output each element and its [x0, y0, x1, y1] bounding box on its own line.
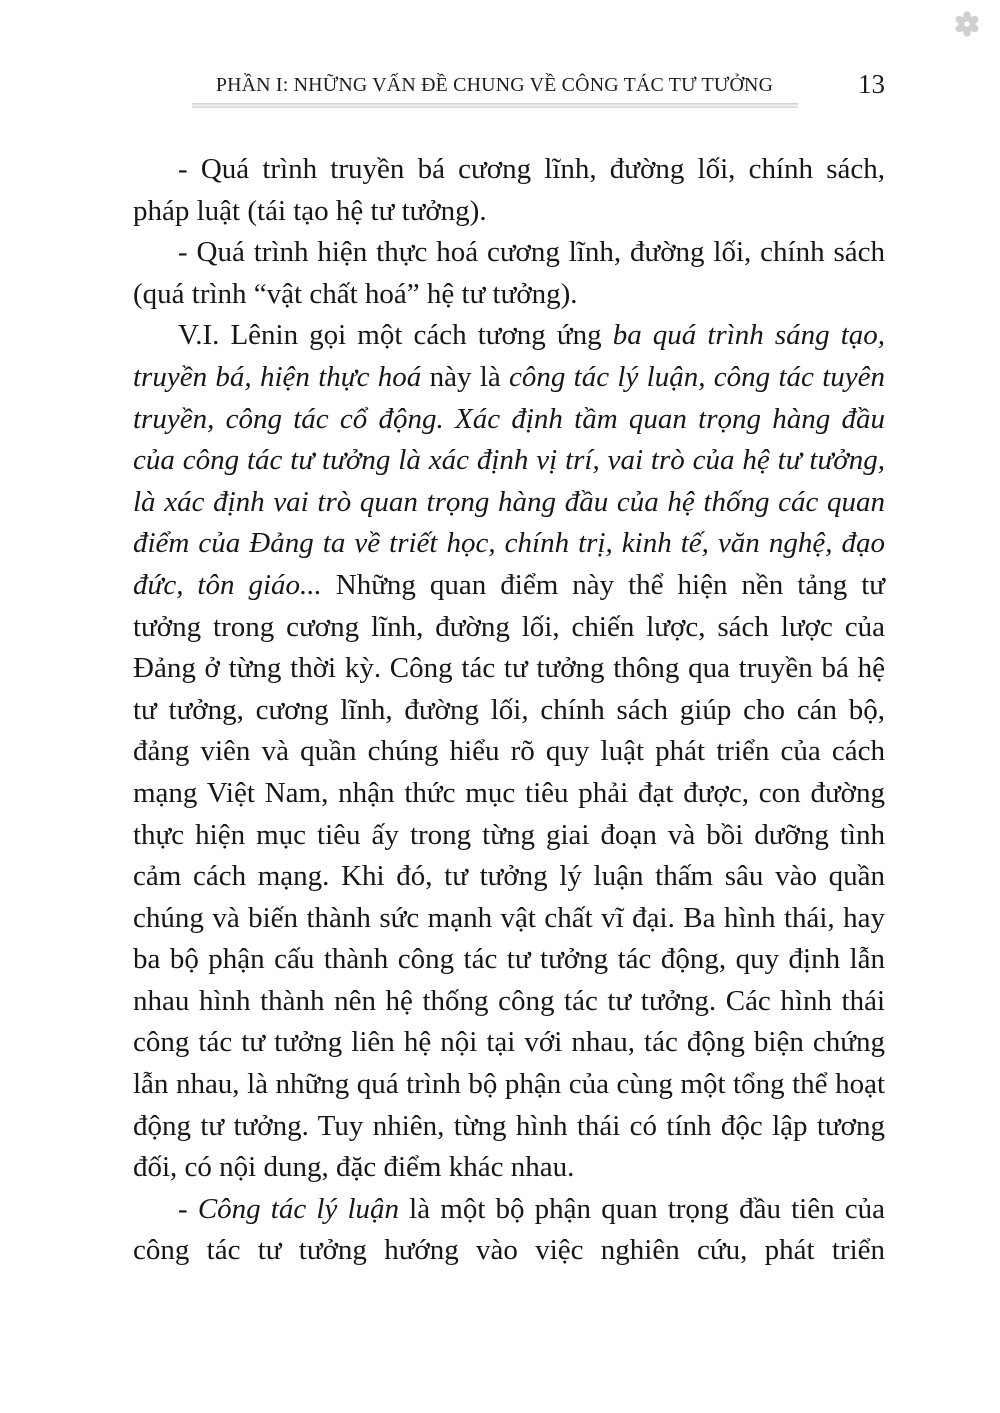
paragraph-4-run-3: là một bộ phận quan trọng đầu tiên của công tác tư tưởng hướng vào việc nghiên cứu, phát triển — [133, 1192, 885, 1267]
paragraph-4 — [133, 1189, 885, 1272]
page-body — [133, 149, 885, 1272]
paragraph-3-run-5: Những quan điểm này thể hiện nền tảng tư tưởng trong cương lĩnh, đường lối, chiến lược, sách lược của Đảng ở từng thời kỳ. Công tác tư tưởng thông qua truyền bá hệ tư tưởng, cương lĩnh, đường lối, chính sách giúp cho cán bộ, đảng viên và quần chúng hiểu rõ quy luật phát triển của cách mạng Việt Nam, nhận thức mục tiêu phải đạt được, con đường thực hiện mục tiêu ấy trong từng giai đoạn và bồi dưỡng tình cảm cách mạng. Khi đó, tư tưởng lý luận thấm sâu vào quần chúng và biến thành sức mạnh vật chất vĩ đại. Ba hình thái, hay ba bộ phận cấu thành công tác tư tưởng tác động, quy định lẫn nhau hình thành nên hệ thống công tác tư tưởng. Các hình thái công tác tư tưởng liên hệ nội tại với nhau, tác động biện chứng lẫn nhau, là những quá trình bộ phận của cùng một tổng thể hoạt động tư tưởng. Tuy nhiên, từng hình thái có tính độc lập tương đối, có nội dung, đặc điểm khác nhau. — [133, 568, 885, 1184]
paragraph-4-run-2-italic: Công tác lý luận — [197, 1192, 400, 1225]
paragraph-3 — [133, 315, 885, 1188]
paragraph-3-run-2-italic: ba quá trình sáng tạo, truyền bá, hiện thực hoá — [133, 319, 885, 393]
paragraph-3-run-1: V.I. Lênin gọi một cách tương ứng — [178, 319, 613, 352]
paragraph-2 — [133, 232, 885, 315]
paragraph-3-run-3: này là — [421, 360, 509, 393]
paragraph-3-run-4-italic: công tác lý luận, công tác tuyên truyền, công tác cổ động. Xác định tầm quan trọng hàng đầu của công tác tư tưởng là xác định vị trí, vai trò của hệ tư tưởng, là xác định vai trò quan trọng hàng đầu của hệ thống các quan điểm của Đảng ta về triết học, chính trị, kinh tế, văn nghệ, đạo đức, tôn giáo... — [133, 360, 885, 601]
page-number: 13 — [858, 69, 885, 99]
running-header-title: PHẦN I: NHỮNG VẤN ĐỀ CHUNG VỀ CÔNG TÁC TƯ TƯỞNG — [215, 74, 774, 96]
paragraph-1 — [133, 149, 885, 232]
florette-icon — [952, 9, 982, 39]
paragraph-2-text: - Quá trình hiện thực hoá cương lĩnh, đường lối, chính sách (quá trình “vật chất hoá” hệ tư tưởng). — [133, 236, 885, 310]
paragraph-1-text: - Quá trình truyền bá cương lĩnh, đường lối, chính sách, pháp luật (tái tạo hệ tư tưởng). — [133, 153, 885, 227]
paragraph-4-run-1: - — [178, 1192, 198, 1225]
header-rule — [192, 103, 798, 108]
